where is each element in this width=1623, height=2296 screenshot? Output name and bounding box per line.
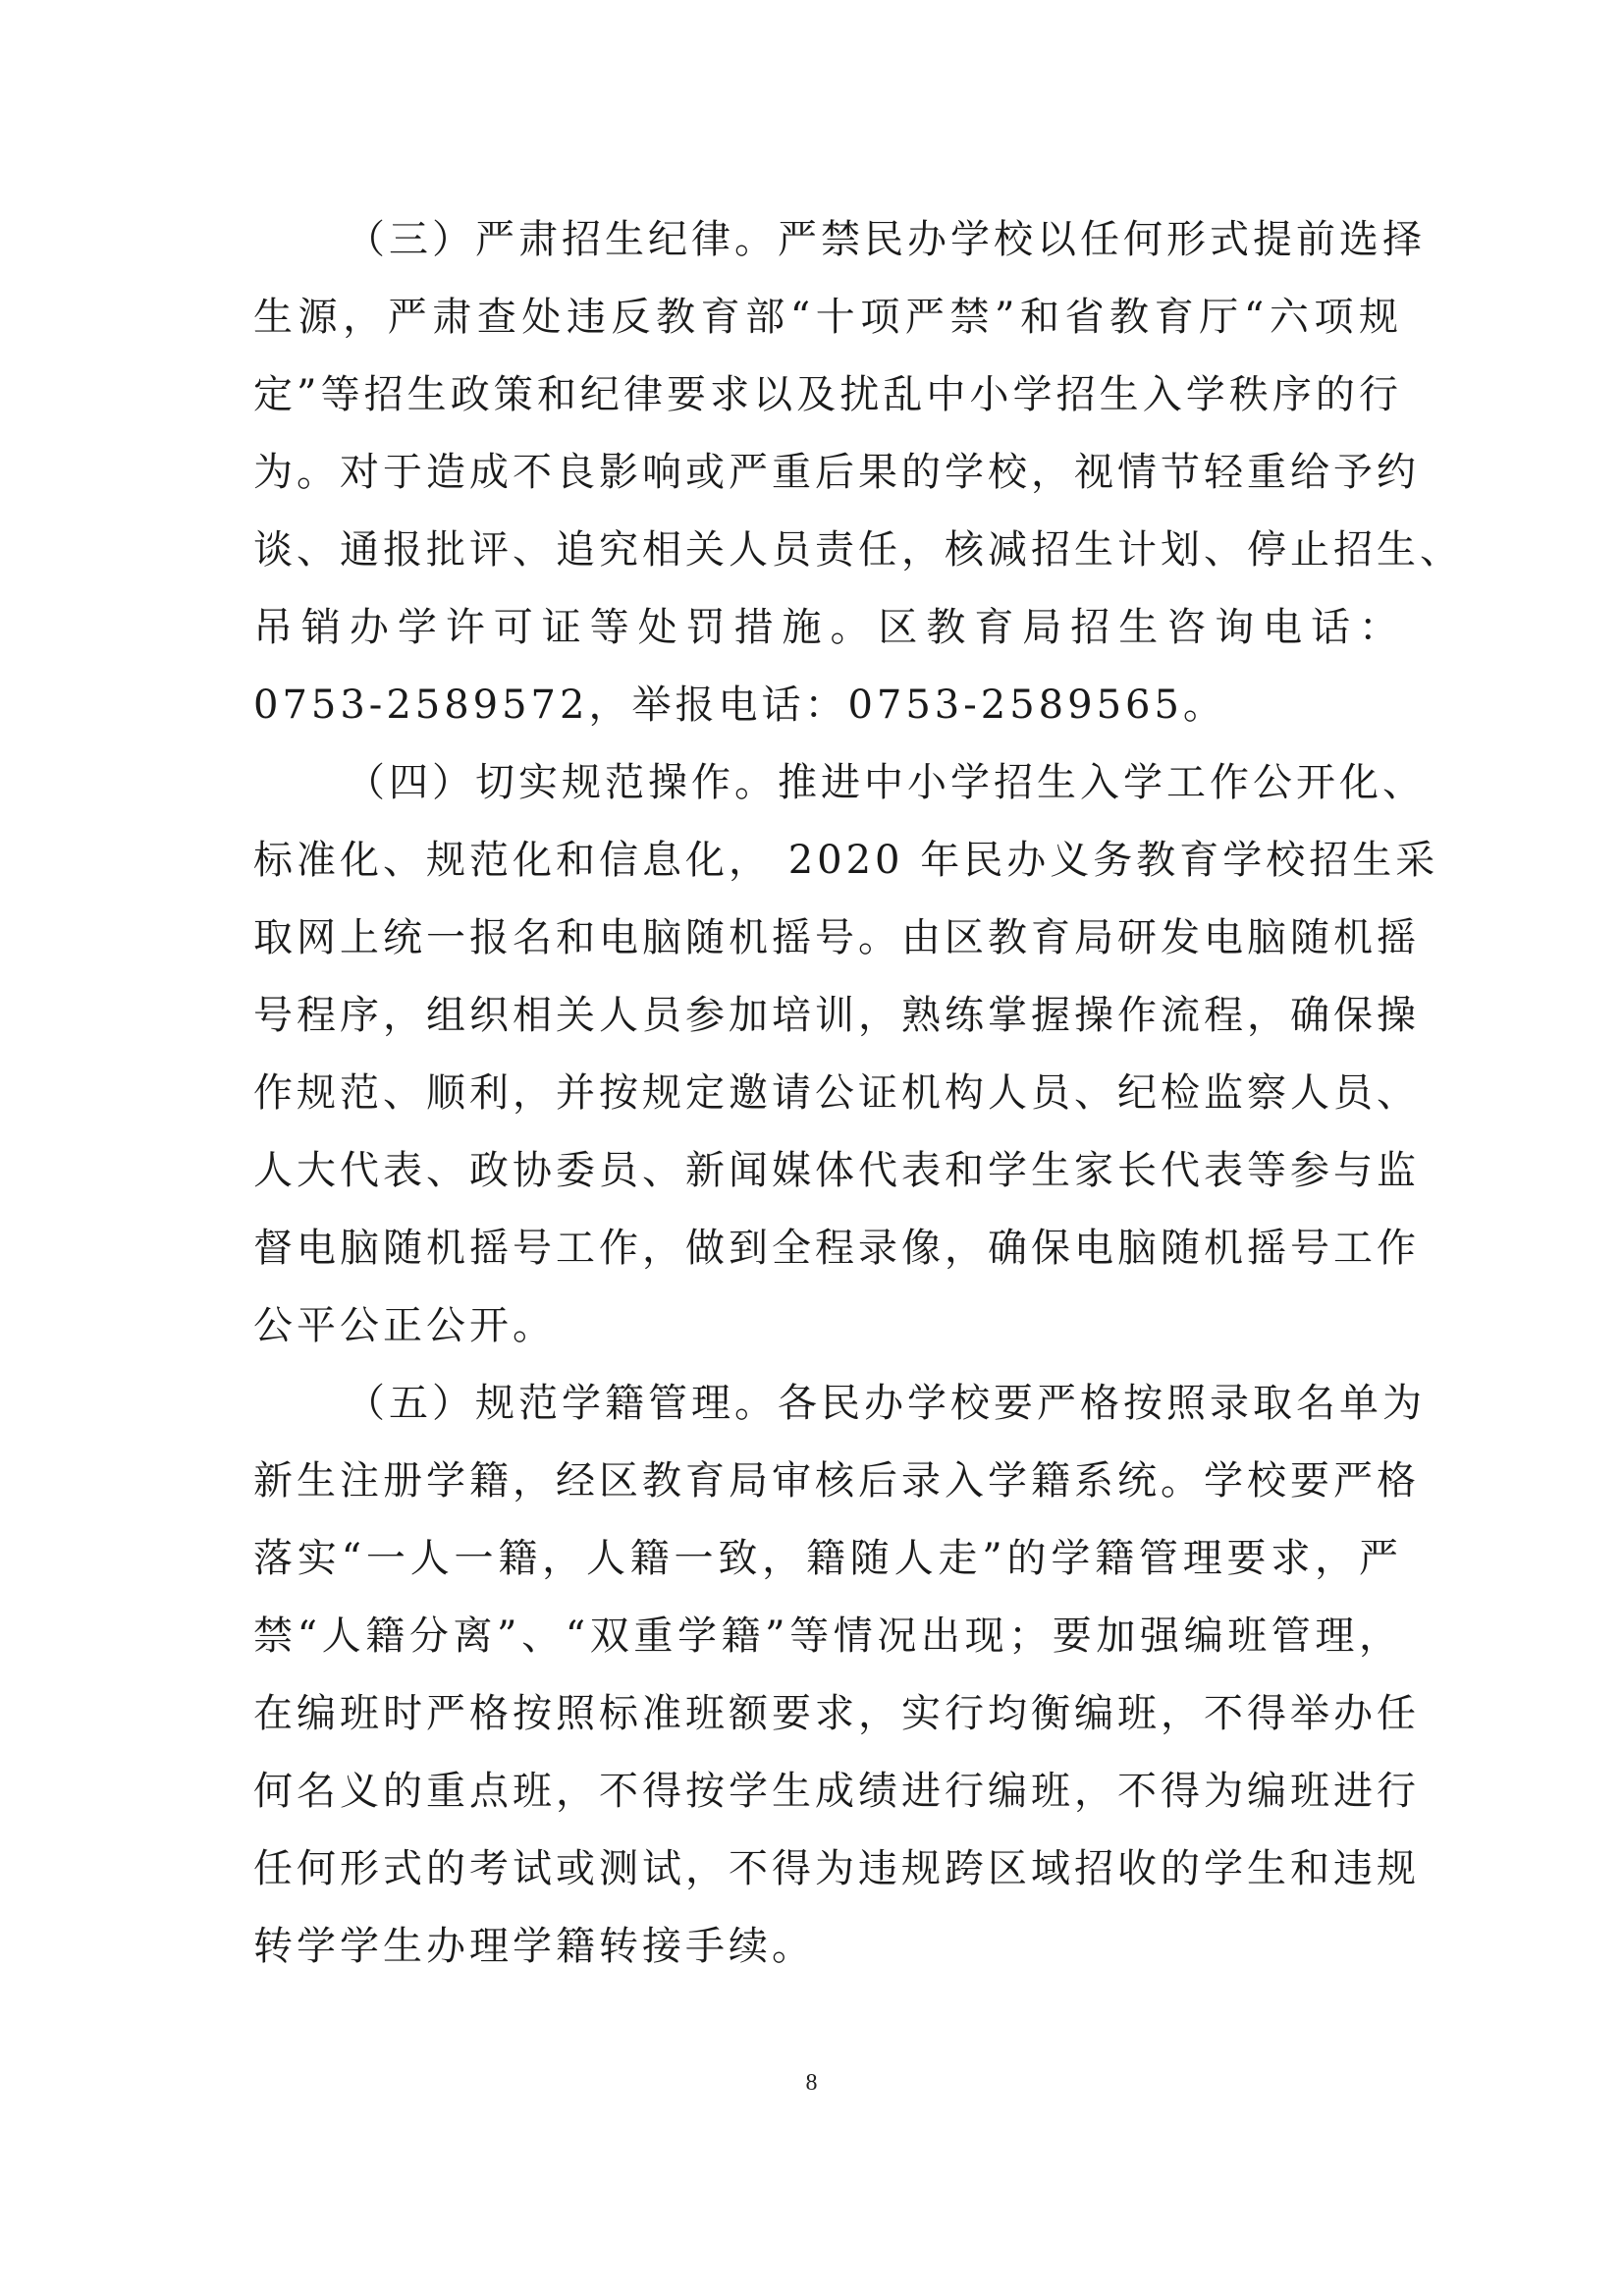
text-line: 公平公正公开。: [253, 1303, 556, 1348]
text-line: 吊销办学许可证等处罚措施。区教育局招生咨询电话：: [253, 605, 1402, 650]
text-line: 定”等招生政策和纪律要求以及扰乱中小学招生入学秩序的行: [253, 372, 1402, 417]
text-line: （五）规范学籍管理。各民办学校要严格按照录取名单为: [346, 1381, 1426, 1426]
text-line: 作规范、顺利，并按规定邀请公证机构人员、纪检监察人员、: [253, 1070, 1420, 1116]
text-line: （三）严肃招生纪律。严禁民办学校以任何形式提前选择: [346, 217, 1426, 262]
text-line: 在编班时严格按照标准班额要求，实行均衡编班，不得举办任: [253, 1691, 1420, 1736]
document-body: [253, 201, 1463, 1986]
text-line: （四）切实规范操作。推进中小学招生入学工作公开化、: [346, 760, 1426, 805]
text-line: 标准化、规范化和信息化， 2020 年民办义务教育学校招生采: [253, 838, 1439, 883]
text-line: 任何形式的考试或测试，不得为违规跨区域招收的学生和违规: [253, 1846, 1420, 1891]
text-line: 谈、通报批评、追究相关人员责任，核减招生计划、停止招生、: [253, 527, 1463, 573]
text-line: 转学学生办理学籍转接手续。: [253, 1924, 815, 1969]
text-line: 人大代表、政协委员、新闻媒体代表和学生家长代表等参与监: [253, 1148, 1420, 1193]
text-line: 取网上统一报名和电脑随机摇号。由区教育局研发电脑随机摇: [253, 915, 1420, 960]
text-line: 禁“人籍分离”、“双重学籍”等情况出现；要加强编班管理，: [253, 1613, 1402, 1659]
page-number: 8: [805, 2070, 818, 2096]
text-line: 新生注册学籍，经区教育局审核后录入学籍系统。学校要严格: [253, 1458, 1420, 1503]
text-line: 督电脑随机摇号工作，做到全程录像，确保电脑随机摇号工作: [253, 1226, 1420, 1271]
text-line: 落实“一人一籍，人籍一致，籍随人走”的学籍管理要求，严: [253, 1536, 1402, 1581]
text-line: 为。对于造成不良影响或严重后果的学校，视情节轻重给予约: [253, 450, 1420, 495]
text-line: 何名义的重点班，不得按学生成绩进行编班，不得为编班进行: [253, 1769, 1420, 1814]
paragraph-standardized-operation: [253, 744, 1439, 1365]
paragraph-enrollment-discipline: [253, 201, 1463, 744]
text-line: 号程序，组织相关人员参加培训，熟练掌握操作流程，确保操: [253, 993, 1420, 1038]
text-line: 0753-2589572，举报电话：0753-2589565。: [253, 683, 1226, 728]
text-line: 生源，严肃查处违反教育部“十项严禁”和省教育厅“六项规: [253, 295, 1402, 340]
paragraph-student-registry: [253, 1365, 1426, 1986]
